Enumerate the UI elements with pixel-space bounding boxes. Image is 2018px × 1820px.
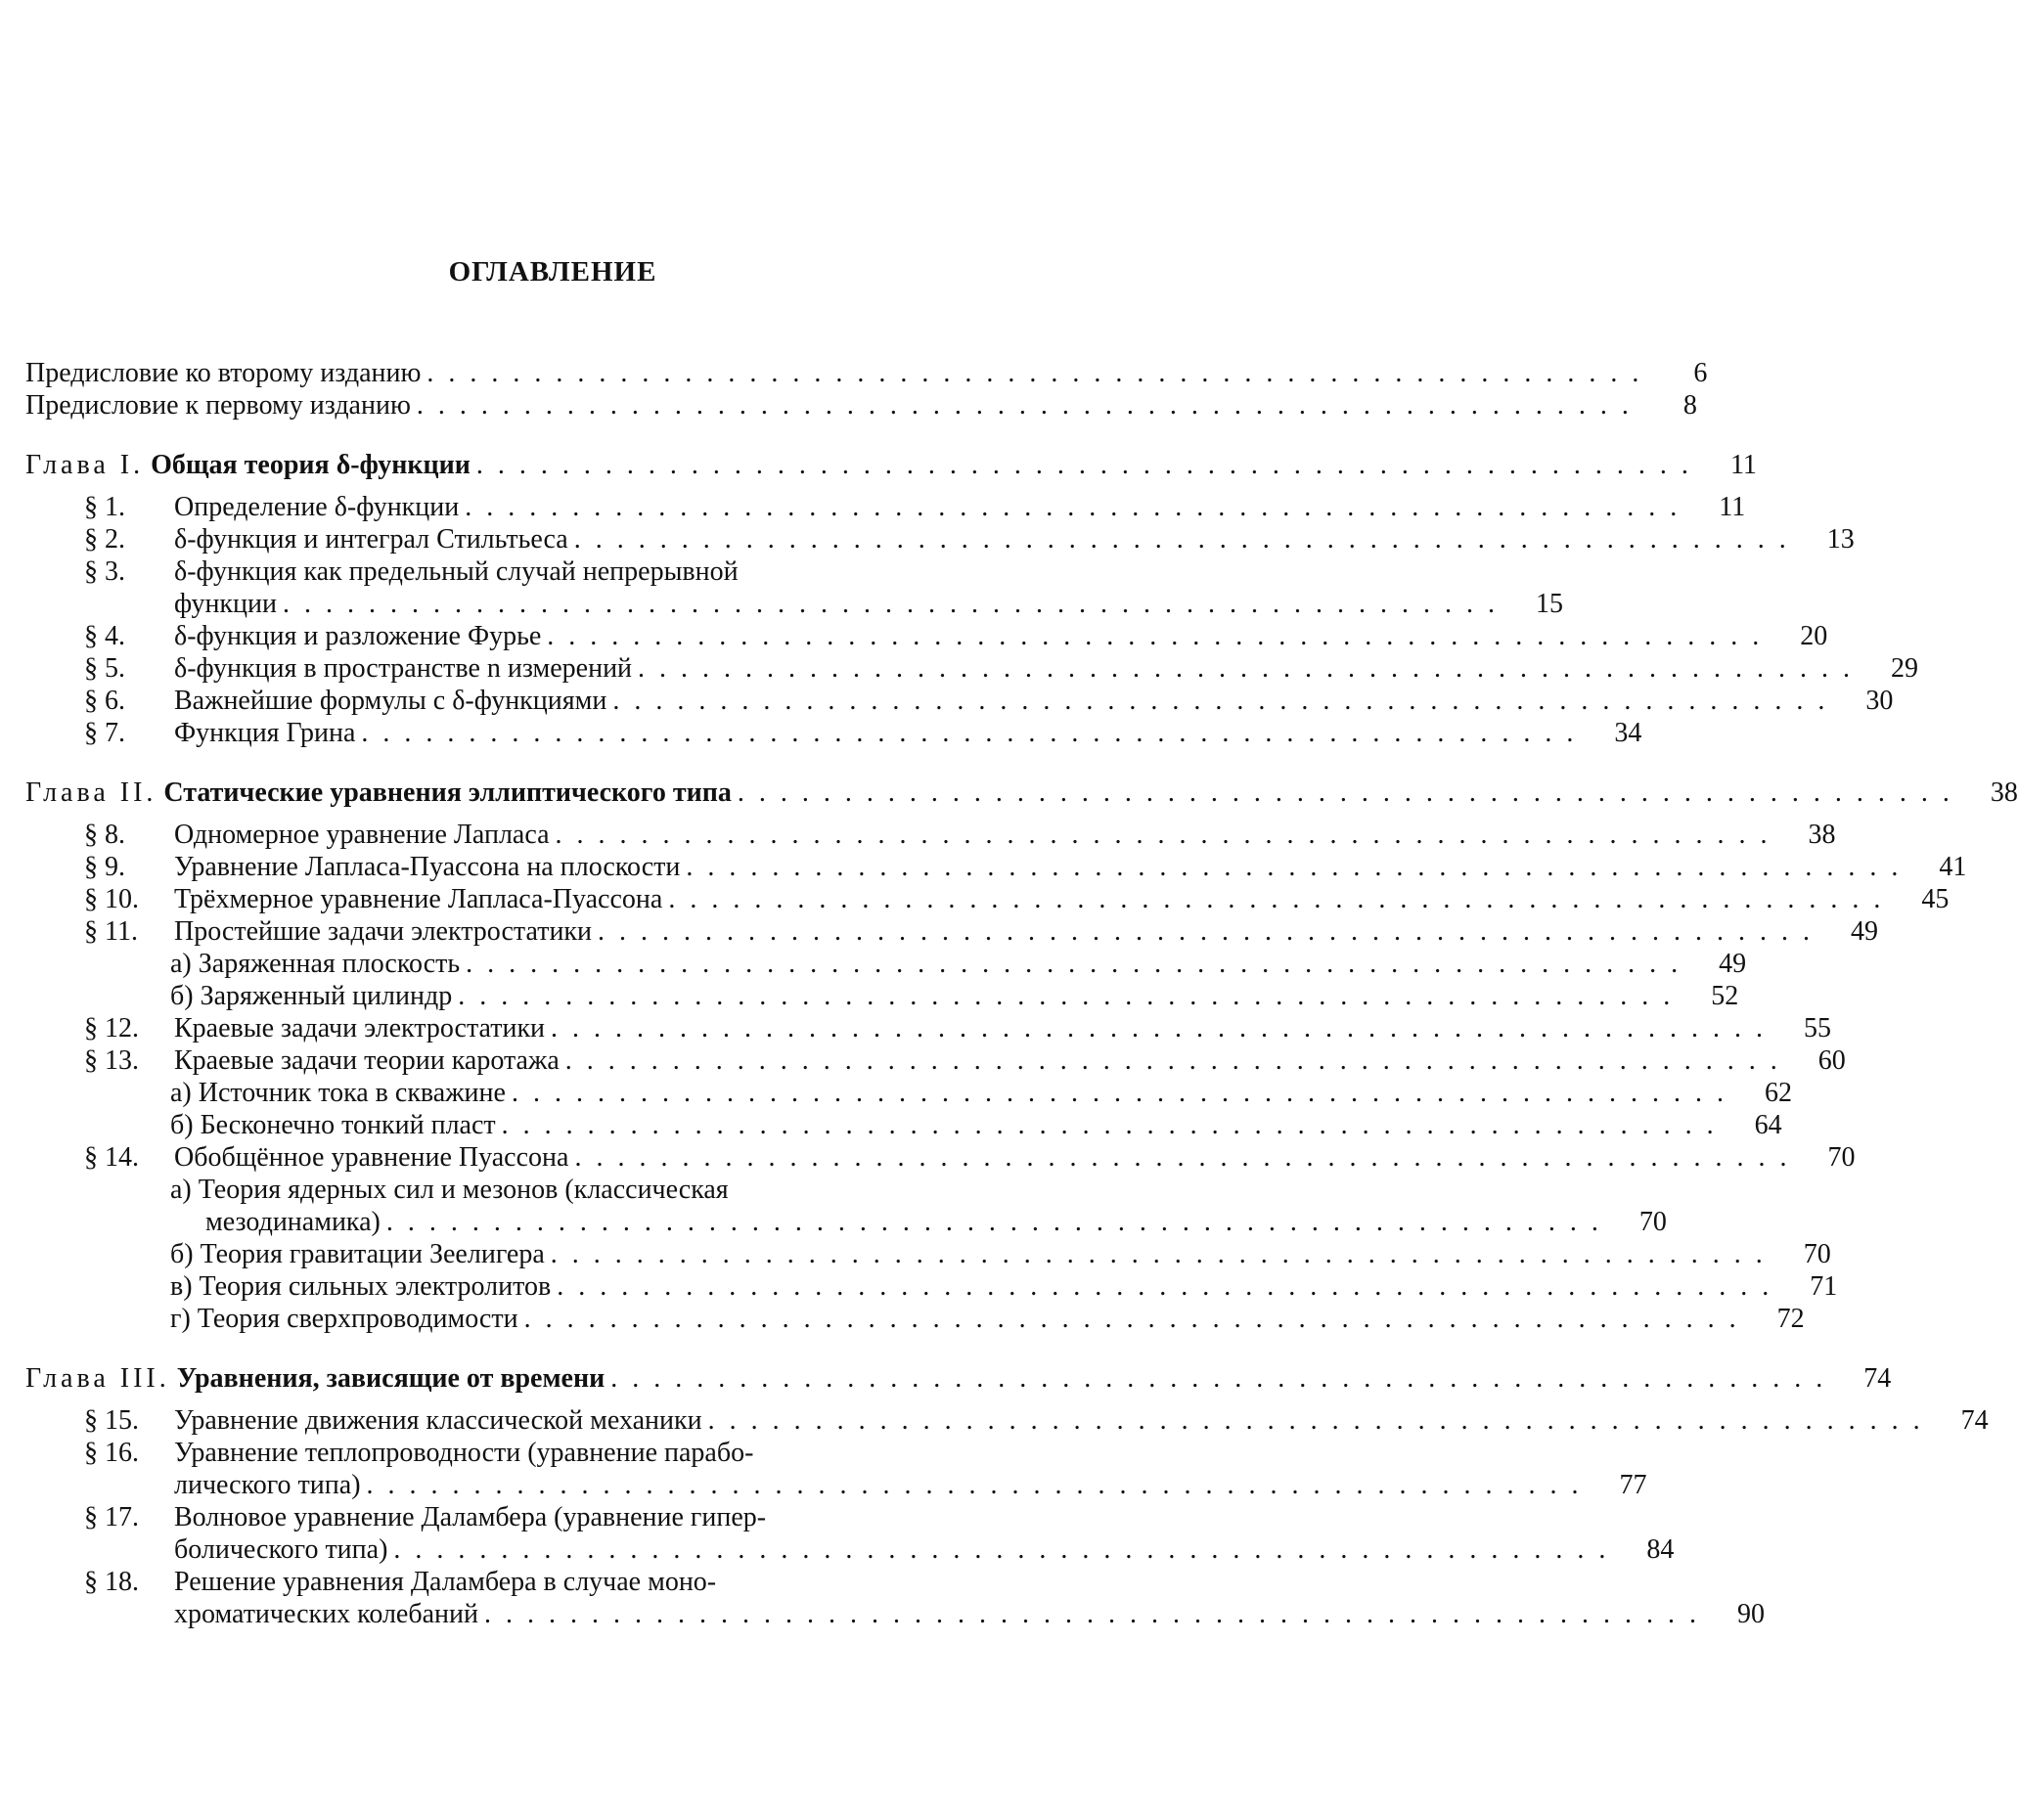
- toc-entry[interactable]: [25, 717, 1642, 749]
- page-number: 34: [1614, 718, 1642, 748]
- page-number: 15: [1536, 589, 1563, 619]
- entry-title-continuation: хроматических колебаний: [174, 1599, 478, 1629]
- entry-text: [84, 652, 632, 685]
- entry-text: [170, 1174, 729, 1206]
- page-number: 30: [1865, 686, 1894, 716]
- entry-text: [84, 1044, 560, 1077]
- dot-leader: . . . . . . . . . . . . . . . . . . . . . . . . . . . . . . . . . . . . . . . . . . . . . . . . . . . . . . . . .: [612, 686, 1829, 716]
- entry-text: [170, 948, 460, 980]
- entry-title: Уравнение движения классической механики: [174, 1405, 702, 1436]
- page-number: 62: [1764, 1078, 1792, 1108]
- toc-entry[interactable]: [25, 1437, 1647, 1501]
- toc-entry[interactable]: [25, 449, 1757, 481]
- chapter-title: Общая теория δ-функции: [151, 450, 471, 480]
- entry-text: [170, 1077, 506, 1109]
- page-number: 70: [1803, 1239, 1831, 1269]
- page-number: 38: [1808, 820, 1836, 850]
- entry-title: Предисловие ко второму изданию: [25, 358, 422, 388]
- toc-entry[interactable]: [25, 1270, 1838, 1303]
- toc-entry[interactable]: [25, 1303, 1805, 1335]
- entry-title: б) Заряженный цилиндр: [170, 981, 453, 1011]
- toc-line: [25, 685, 1894, 717]
- toc-line: [25, 652, 1919, 685]
- page-number: 11: [1729, 450, 1757, 480]
- entry-text: [84, 523, 568, 555]
- toc-entry[interactable]: [25, 652, 1919, 685]
- chapter-title: Статические уравнения эллиптического типа: [163, 777, 732, 808]
- toc-line: [25, 1469, 1647, 1501]
- toc-line: [25, 555, 1092, 588]
- entry-text: [25, 1362, 605, 1395]
- page-number: 70: [1827, 1142, 1856, 1173]
- page-number: 74: [1960, 1405, 1989, 1436]
- toc-line: [25, 1404, 1989, 1437]
- entry-title: Краевые задачи теории каротажа: [174, 1045, 560, 1076]
- toc-line: [25, 1109, 1782, 1141]
- toc-line: [25, 1141, 1856, 1174]
- toc-entry[interactable]: [25, 523, 1855, 555]
- entry-title: б) Теория гравитации Зеелигера: [170, 1239, 545, 1269]
- page-number: 64: [1754, 1110, 1782, 1140]
- section-number: § 16.: [84, 1438, 139, 1468]
- page-number: 55: [1804, 1013, 1832, 1043]
- group-spacer: [25, 481, 1092, 491]
- page-number: 11: [1719, 492, 1746, 522]
- toc-entry[interactable]: [25, 819, 1836, 851]
- dot-leader: . . . . . . . . . . . . . . . . . . . . . . . . . . . . . . . . . . . . . . . . . . . . . . . . . . . . . . . . .: [483, 1599, 1700, 1629]
- entry-title: δ-функция как предельный случай непрерывной: [174, 556, 739, 587]
- entry-text: [84, 1501, 766, 1533]
- toc-entry[interactable]: [25, 1012, 1832, 1044]
- page-number: 70: [1638, 1207, 1667, 1237]
- entry-title: Функция Грина: [174, 718, 356, 748]
- toc-line: [25, 851, 1967, 883]
- page-title: ОГЛАВЛЕНИЕ: [448, 256, 657, 288]
- section-number: § 7.: [84, 718, 125, 748]
- toc-line: [25, 357, 1708, 389]
- entry-text: [84, 1404, 702, 1437]
- toc-line: [25, 491, 1746, 523]
- entry-title: в) Теория сильных электролитов: [170, 1271, 552, 1302]
- page-number: 49: [1719, 949, 1747, 979]
- section-number: § 3.: [84, 556, 125, 587]
- entry-text: [84, 685, 606, 717]
- page-number: 74: [1863, 1363, 1892, 1394]
- chapter-title: Уравнения, зависящие от времени: [176, 1363, 605, 1394]
- toc-entry[interactable]: [25, 357, 1708, 389]
- toc-entry[interactable]: [25, 851, 1967, 883]
- toc-line: [25, 1533, 1675, 1566]
- entry-title: а) Источник тока в скважине: [170, 1078, 506, 1108]
- entry-title: Трёхмерное уравнение Лапласа-Пуассона: [174, 884, 663, 914]
- entry-text: [84, 1437, 753, 1469]
- toc-line: [25, 1270, 1838, 1303]
- entry-title: Уравнение теплопроводности (уравнение парабо-: [174, 1438, 754, 1468]
- entry-text: [25, 357, 421, 389]
- toc-entry[interactable]: [25, 1404, 1989, 1437]
- page-number: 38: [1990, 777, 2018, 808]
- entry-text: [84, 819, 550, 851]
- dot-leader: . . . . . . . . . . . . . . . . . . . . . . . . . . . . . . . . . . . . . . . . . . . . . . . . . . . . . . . . .: [686, 852, 1903, 882]
- toc-line: [25, 1012, 1832, 1044]
- toc-entry[interactable]: [25, 1238, 1831, 1270]
- entry-title-continuation: лического типа): [174, 1470, 361, 1500]
- toc-line: [25, 1044, 1846, 1077]
- entry-title: г) Теория сверхпроводимости: [170, 1304, 518, 1334]
- dot-leader: . . . . . . . . . . . . . . . . . . . . . . . . . . . . . . . . . . . . . . . . . . . . . . . . . . . . . . . . .: [550, 1239, 1767, 1269]
- entry-text: [84, 717, 355, 749]
- page-number: 13: [1826, 524, 1855, 555]
- toc-entry[interactable]: [25, 685, 1894, 717]
- dot-leader: . . . . . . . . . . . . . . . . . . . . . . . . . . . . . . . . . . . . . . . . . . . . . . . . . . . . . . . . .: [564, 1045, 1781, 1076]
- entry-title-continuation: функции: [174, 589, 277, 619]
- entry-text: [170, 1238, 545, 1270]
- section-number: § 5.: [84, 653, 125, 684]
- page-number: 45: [1921, 884, 1950, 914]
- entry-text: [84, 1566, 716, 1598]
- toc-entry[interactable]: [25, 620, 1828, 652]
- page-number: 6: [1693, 358, 1708, 388]
- dot-leader: . . . . . . . . . . . . . . . . . . . . . . . . . . . . . . . . . . . . . . . . . . . . . . . . . . . . . . . . .: [610, 1363, 1827, 1394]
- page-number: 8: [1682, 390, 1697, 421]
- toc-entry[interactable]: [25, 555, 1563, 620]
- chapter-label: Глава III.: [25, 1363, 170, 1394]
- toc-entry[interactable]: [25, 883, 1950, 915]
- entry-text: [84, 555, 739, 588]
- section-number: § 2.: [84, 524, 125, 555]
- dot-leader: . . . . . . . . . . . . . . . . . . . . . . . . . . . . . . . . . . . . . . . . . . . . . . . . . . . . . . . . .: [551, 1013, 1768, 1043]
- toc-entry[interactable]: [25, 491, 1746, 523]
- toc-line: [25, 1174, 1092, 1206]
- entry-text: [170, 1270, 551, 1303]
- entry-title: Краевые задачи электростатики: [174, 1013, 546, 1043]
- toc-line: [25, 948, 1747, 980]
- page-number: 29: [1891, 653, 1919, 684]
- toc-line: [25, 1362, 1892, 1395]
- dot-leader: . . . . . . . . . . . . . . . . . . . . . . . . . . . . . . . . . . . . . . . . . . . . . . . . . . . . . . . . .: [668, 884, 1885, 914]
- section-number: § 11.: [84, 916, 138, 947]
- section-number: § 6.: [84, 686, 125, 716]
- page-number: 60: [1817, 1045, 1846, 1076]
- entry-title: б) Бесконечно тонкий пласт: [170, 1110, 496, 1140]
- toc-line: [25, 1566, 1092, 1598]
- dot-leader: . . . . . . . . . . . . . . . . . . . . . . . . . . . . . . . . . . . . . . . . . . . . . . . . . . . . . . . . .: [361, 718, 1578, 748]
- toc-entry[interactable]: [25, 1362, 1892, 1395]
- page-number: 71: [1810, 1271, 1838, 1302]
- entry-text: [84, 915, 592, 948]
- entry-title: Обобщённое уравнение Пуассона: [174, 1142, 569, 1173]
- entry-title: а) Теория ядерных сил и мезонов (классическая: [170, 1175, 729, 1205]
- entry-title: δ-функция и интеграл Стильтьеса: [174, 524, 568, 555]
- dot-leader: . . . . . . . . . . . . . . . . . . . . . . . . . . . . . . . . . . . . . . . . . . . . . . . . . . . . . . . . .: [555, 820, 1771, 850]
- entry-title: Важнейшие формулы с δ-функциями: [174, 686, 607, 716]
- dot-leader: . . . . . . . . . . . . . . . . . . . . . . . . . . . . . . . . . . . . . . . . . . . . . . . . . . . . . . . . .: [511, 1078, 1727, 1108]
- entry-text: [84, 851, 680, 883]
- toc-line: [25, 915, 1879, 948]
- group-spacer: [25, 749, 1092, 777]
- dot-leader: . . . . . . . . . . . . . . . . . . . . . . . . . . . . . . . . . . . . . . . . . . . . . . . . . . . . . . . . .: [458, 981, 1675, 1011]
- toc-line: [25, 1206, 1667, 1238]
- toc-line: [25, 717, 1642, 749]
- dot-leader: . . . . . . . . . . . . . . . . . . . . . . . . . . . . . . . . . . . . . . . . . . . . . . . . . . . . . . . . .: [385, 1207, 1602, 1237]
- entry-text: [25, 389, 411, 422]
- dot-leader: . . . . . . . . . . . . . . . . . . . . . . . . . . . . . . . . . . . . . . . . . . . . . . . . . . . . . . . . .: [416, 390, 1633, 421]
- toc-entry[interactable]: [25, 1109, 1782, 1141]
- table-of-contents: [25, 357, 2018, 1630]
- entry-title: Одномерное уравнение Лапласа: [174, 820, 550, 850]
- section-number: § 15.: [84, 1405, 139, 1436]
- entry-text: [84, 620, 541, 652]
- toc-line: [25, 819, 1836, 851]
- toc-entry[interactable]: [25, 1077, 1792, 1109]
- entry-title: δ-функция в пространстве n измерений: [174, 653, 633, 684]
- toc-line: [25, 1303, 1805, 1335]
- dot-leader: . . . . . . . . . . . . . . . . . . . . . . . . . . . . . . . . . . . . . . . . . . . . . . . . . . . . . . . . .: [574, 1142, 1791, 1173]
- dot-leader: . . . . . . . . . . . . . . . . . . . . . . . . . . . . . . . . . . . . . . . . . . . . . . . . . . . . . . . . .: [523, 1304, 1740, 1334]
- chapter-label: Глава I.: [25, 450, 145, 480]
- toc-line: [25, 389, 1697, 422]
- page-number: 52: [1711, 981, 1739, 1011]
- toc-entry[interactable]: [25, 777, 2018, 809]
- section-number: § 14.: [84, 1142, 139, 1173]
- chapter-label: Глава II.: [25, 777, 157, 808]
- page-number: 90: [1736, 1599, 1765, 1629]
- dot-leader: . . . . . . . . . . . . . . . . . . . . . . . . . . . . . . . . . . . . . . . . . . . . . . . . . . . . . . . . .: [547, 621, 1764, 651]
- toc-line: [25, 620, 1828, 652]
- dot-leader: . . . . . . . . . . . . . . . . . . . . . . . . . . . . . . . . . . . . . . . . . . . . . . . . . . . . . . . . .: [557, 1271, 1773, 1302]
- dot-leader: . . . . . . . . . . . . . . . . . . . . . . . . . . . . . . . . . . . . . . . . . . . . . . . . . . . . . . . . .: [707, 1405, 1924, 1436]
- section-number: § 12.: [84, 1013, 139, 1043]
- page-number: 20: [1800, 621, 1828, 651]
- page-number: 41: [1939, 852, 1967, 882]
- toc-entry[interactable]: [25, 1566, 1765, 1630]
- toc-line: [25, 1437, 1092, 1469]
- toc-entry[interactable]: [25, 1141, 1856, 1174]
- entry-text: [84, 1012, 545, 1044]
- section-number: § 9.: [84, 852, 125, 882]
- page-number: 49: [1851, 916, 1879, 947]
- section-number: § 18.: [84, 1567, 139, 1597]
- group-spacer: [25, 1335, 1092, 1362]
- toc-line: [25, 1598, 1765, 1630]
- dot-leader: . . . . . . . . . . . . . . . . . . . . . . . . . . . . . . . . . . . . . . . . . . . . . . . . . . . . . . . . .: [466, 949, 1682, 979]
- toc-entry[interactable]: [25, 1174, 1667, 1238]
- toc-entry[interactable]: [25, 948, 1747, 980]
- dot-leader: . . . . . . . . . . . . . . . . . . . . . . . . . . . . . . . . . . . . . . . . . . . . . . . . . . . . . . . . .: [598, 916, 1815, 947]
- entry-title-continuation: мезодинамика): [205, 1207, 381, 1237]
- entry-title: а) Заряженная плоскость: [170, 949, 461, 979]
- page-number: 84: [1646, 1534, 1675, 1565]
- group-spacer: [25, 809, 1092, 819]
- toc-line: [25, 523, 1855, 555]
- toc-line: [25, 777, 2018, 809]
- dot-leader: . . . . . . . . . . . . . . . . . . . . . . . . . . . . . . . . . . . . . . . . . . . . . . . . . . . . . . . . .: [465, 492, 1682, 522]
- entry-text: [25, 777, 732, 809]
- toc-line: [25, 588, 1563, 620]
- toc-line: [25, 449, 1757, 481]
- toc-line: [25, 883, 1950, 915]
- entry-text: [84, 883, 662, 915]
- section-number: § 13.: [84, 1045, 139, 1076]
- toc-entry[interactable]: [25, 915, 1879, 948]
- toc-line: [25, 1501, 1092, 1533]
- page-number: 72: [1776, 1304, 1805, 1334]
- entry-title-continuation: болического типа): [174, 1534, 388, 1565]
- entry-title: Определение δ-функции: [174, 492, 460, 522]
- entry-text: [25, 449, 471, 481]
- toc-entry[interactable]: [25, 389, 1697, 422]
- entry-title: Решение уравнения Даламбера в случае моно-: [174, 1567, 717, 1597]
- toc-line: [25, 1077, 1792, 1109]
- entry-text: [84, 491, 459, 523]
- section-number: § 4.: [84, 621, 125, 651]
- entry-title: Уравнение Лапласа-Пуассона на плоскости: [174, 852, 681, 882]
- entry-title: δ-функция и разложение Фурье: [174, 621, 542, 651]
- section-number: § 17.: [84, 1502, 139, 1532]
- group-spacer: [25, 422, 1092, 449]
- toc-entry[interactable]: [25, 980, 1739, 1012]
- dot-leader: . . . . . . . . . . . . . . . . . . . . . . . . . . . . . . . . . . . . . . . . . . . . . . . . . . . . . . . . .: [475, 450, 1692, 480]
- section-number: § 8.: [84, 820, 125, 850]
- toc-entry[interactable]: [25, 1044, 1846, 1077]
- toc-entry[interactable]: [25, 1501, 1675, 1566]
- dot-leader: . . . . . . . . . . . . . . . . . . . . . . . . . . . . . . . . . . . . . . . . . . . . . . . . . . . . . . . . .: [501, 1110, 1718, 1140]
- entry-text: [170, 1303, 518, 1335]
- dot-leader: . . . . . . . . . . . . . . . . . . . . . . . . . . . . . . . . . . . . . . . . . . . . . . . . . . . . . . . . .: [366, 1470, 1583, 1500]
- entry-text: [84, 1141, 568, 1174]
- entry-title: Волновое уравнение Даламбера (уравнение гипер-: [174, 1502, 767, 1532]
- toc-line: [25, 1238, 1831, 1270]
- entry-title: Предисловие к первому изданию: [25, 390, 411, 421]
- section-number: § 1.: [84, 492, 125, 522]
- dot-leader: . . . . . . . . . . . . . . . . . . . . . . . . . . . . . . . . . . . . . . . . . . . . . . . . . . . . . . . . .: [393, 1534, 1610, 1565]
- dot-leader: . . . . . . . . . . . . . . . . . . . . . . . . . . . . . . . . . . . . . . . . . . . . . . . . . . . . . . . . .: [426, 358, 1643, 388]
- entry-text: [170, 980, 452, 1012]
- page-number: 77: [1619, 1470, 1647, 1500]
- entry-title: Простейшие задачи электростатики: [174, 916, 593, 947]
- dot-leader: . . . . . . . . . . . . . . . . . . . . . . . . . . . . . . . . . . . . . . . . . . . . . . . . . . . . . . . . .: [283, 589, 1499, 619]
- section-number: § 10.: [84, 884, 139, 914]
- dot-leader: . . . . . . . . . . . . . . . . . . . . . . . . . . . . . . . . . . . . . . . . . . . . . . . . . . . . . . . . .: [638, 653, 1855, 684]
- entry-text: [170, 1109, 496, 1141]
- dot-leader: . . . . . . . . . . . . . . . . . . . . . . . . . . . . . . . . . . . . . . . . . . . . . . . . . . . . . . . . .: [737, 777, 1953, 808]
- toc-line: [25, 980, 1739, 1012]
- group-spacer: [25, 1395, 1092, 1404]
- dot-leader: . . . . . . . . . . . . . . . . . . . . . . . . . . . . . . . . . . . . . . . . . . . . . . . . . . . . . . . . .: [573, 524, 1790, 555]
